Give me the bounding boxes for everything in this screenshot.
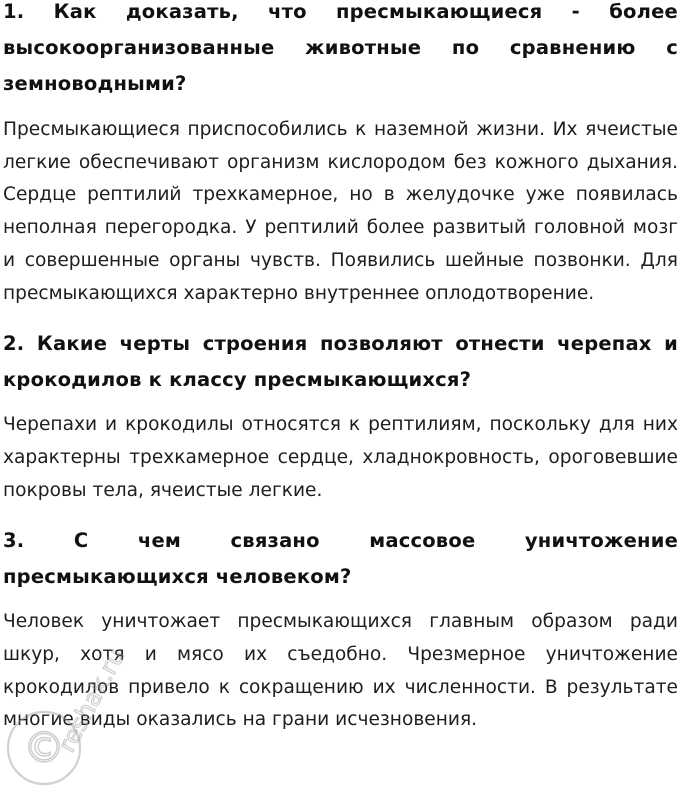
- question-3: 3. С чем связано массовое уничтожение пресмыкающихся человеком?: [3, 529, 678, 589]
- answer-1: Пресмыкающиеся приспособились к наземной жизни. Их ячеистые легкие обеспечивают организм кислородом без кожного дыхания. Сердце рептилий трехкамерное, но в желудочке уже появилась неполная перегородка. У рептилий более развитый головной мозг и совершенные органы чувств. Появились шейные позвонки. Для пресмыкающихся характерно внутреннее оплодотворение.: [3, 119, 678, 304]
- question-2: 2. Какие черты строения позволяют отнести черепах и крокодилов к классу пресмыкающихся?: [3, 332, 678, 392]
- answer-3: Человек уничтожает пресмыкающихся главным образом ради шкур, хотя и мясо их съедобно. Чрезмерное уничтожение крокодилов привело к сокращению их численности. В результате многие виды оказались на грани исчезновения.: [3, 611, 678, 731]
- watermark-copyright-symbol: ©: [23, 723, 65, 772]
- watermark-site-name: reshak.ru: [52, 643, 131, 757]
- answer-2: Черепахи и крокодилы относятся к рептилиям, поскольку для них характерны трехкамерное сердце, хладнокровность, ороговевшие покровы тела, ячеистые легкие.: [3, 414, 678, 501]
- question-1: 1. Как доказать, что пресмыкающиеся - более высокоорганизованные животные по сравнению с земноводными?: [3, 0, 678, 95]
